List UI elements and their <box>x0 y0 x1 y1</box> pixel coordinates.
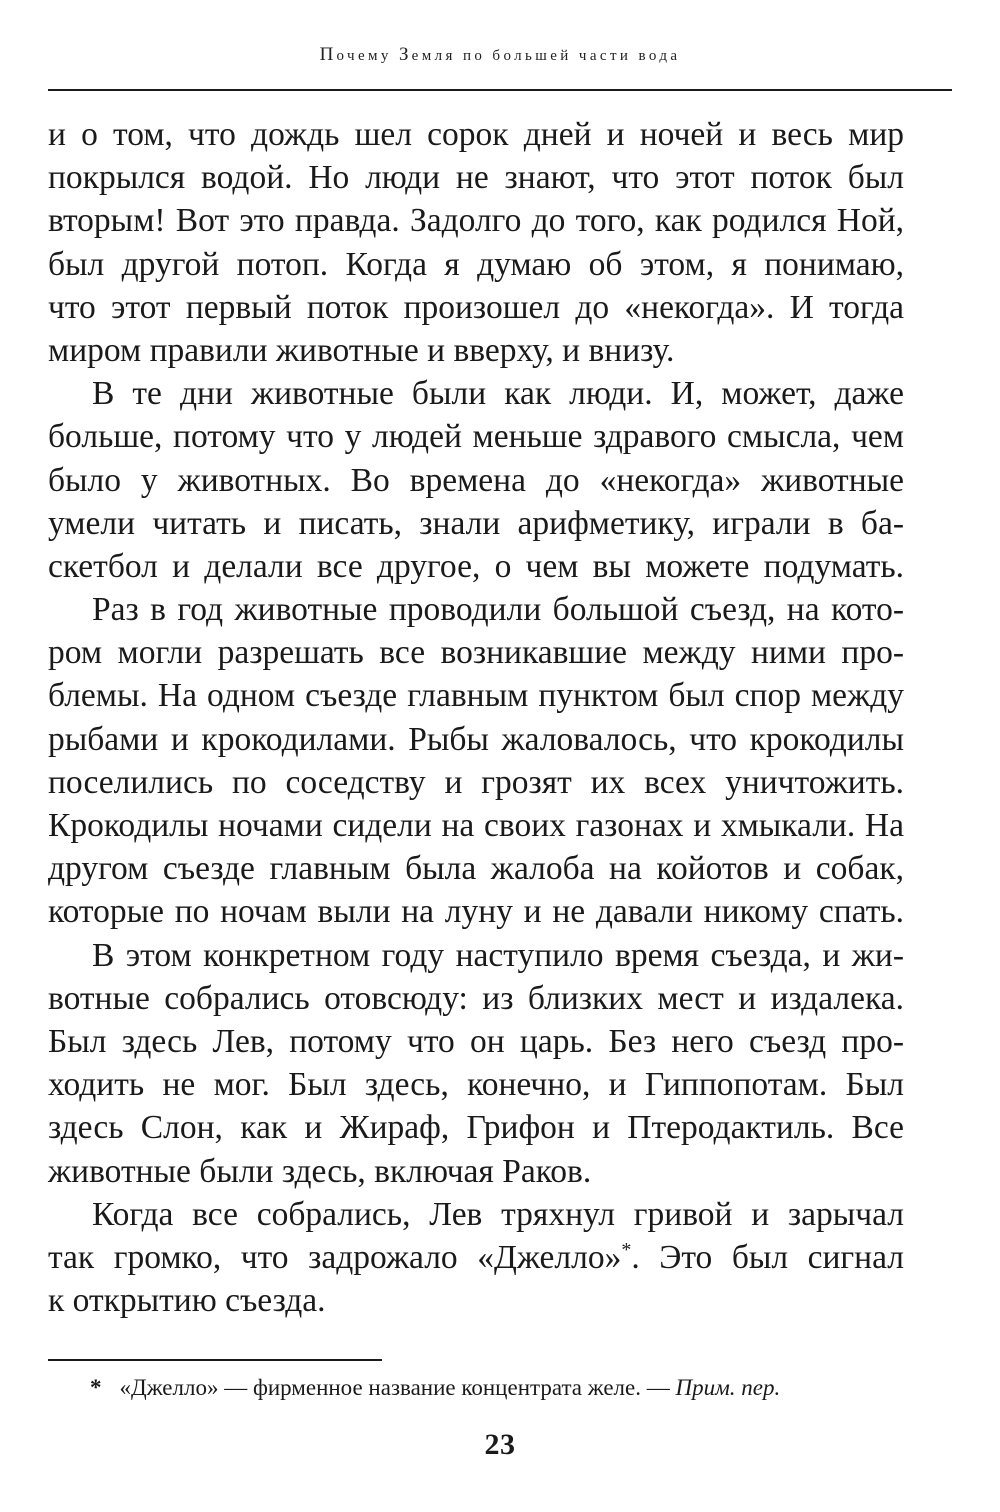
text-line: ходить не мог. Был здесь, конечно, и Гиппопотам. Был <box>48 1066 904 1104</box>
paragraph <box>48 1193 904 1323</box>
text-line: был другой потоп. Когда я думаю об этом, я понимаю, <box>48 245 904 283</box>
footnote-reference[interactable]: * <box>621 1238 632 1261</box>
header-rule <box>48 89 952 91</box>
text-line: больше, потому что у людей меньше здравого смысла, чем <box>48 418 904 456</box>
text-line: миром правили животные и вверху, и внизу. <box>48 331 675 369</box>
text-line: покрылся водой. Но люди не знают, что этот поток был <box>48 159 904 197</box>
text-line: животные были здесь, включая Раков. <box>48 1152 592 1190</box>
text-line: Крокодилы ночами сидели на своих газонах и хмыкали. На <box>48 807 904 844</box>
footnote-text: «Джелло» — фирменное название концентрата желе. — <box>119 1375 676 1400</box>
text-line: Раз в год животные проводили большой съезд, на кото- <box>92 591 904 629</box>
footnote <box>90 1373 780 1403</box>
text-line: Был здесь Лев, потому что он царь. Без него съезд про- <box>48 1022 904 1060</box>
paragraph <box>48 113 904 372</box>
text-line: другом съезде главным была жалоба на койотов и собак, <box>48 850 904 888</box>
footnote-attribution: Прим. пер. <box>675 1375 781 1400</box>
text-line: умели читать и писать, знали арифметику, играли в ба- <box>48 504 904 542</box>
line-text-tail: . Это был сигнал <box>631 1238 904 1276</box>
text-line: вторым! Вот это правда. Задолго до того, как родился Ной, <box>48 202 904 240</box>
text-line: к открытию съезда. <box>48 1282 326 1320</box>
text-line: было у животных. Во времена до «некогда» животные <box>48 461 904 499</box>
running-head-initial-2: З <box>398 44 412 65</box>
paragraph <box>48 372 904 588</box>
running-head-initial: П <box>319 44 337 65</box>
running-head <box>48 44 952 66</box>
text-line: поселились по соседству и грозят их всех уничтожить. <box>48 763 904 801</box>
footnote-mark: * <box>90 1375 102 1400</box>
text-line: которые по ночам выли на луну и не давали никому спать. <box>48 893 904 931</box>
text-line: блемы. На одном съезде главным пунктом был спор между <box>48 677 904 715</box>
running-head-smallcaps: очему <box>336 48 399 64</box>
text-line: что этот первый поток произошел до «некогда». И тогда <box>48 288 904 326</box>
paragraph <box>48 588 904 934</box>
text-line: В те дни животные были как люди. И, может, даже <box>92 375 904 413</box>
paragraph <box>48 934 904 1193</box>
text-line: ром могли разрешать все возникавшие между ними про- <box>48 634 904 672</box>
page-number: 23 <box>484 1428 516 1461</box>
running-head-smallcaps-2: емля по большей части вода <box>411 48 681 64</box>
text-line: Когда все собрались, Лев тряхнул гривой и зарычал <box>92 1195 904 1233</box>
line-text: так громко, что задрожало «Джелло» <box>48 1238 622 1276</box>
text-line: рыбами и крокодилами. Рыбы жаловалось, что крокодилы <box>48 720 904 758</box>
text-line-with-footnote-ref <box>48 1236 904 1279</box>
text-line: вотные собрались отовсюду: из близких мест и издалека. <box>48 979 904 1017</box>
body-text <box>48 113 904 1322</box>
text-line: здесь Слон, как и Жираф, Грифон и Птеродактиль. Все <box>48 1109 904 1147</box>
footnote-rule <box>48 1359 382 1361</box>
text-line: скетбол и делали все другое, о чем вы можете подумать. <box>48 547 904 585</box>
text-line: В этом конкретном году наступило время съезда, и жи- <box>92 936 904 974</box>
text-line: и о том, что дождь шел сорок дней и ночей и весь мир <box>48 116 904 153</box>
